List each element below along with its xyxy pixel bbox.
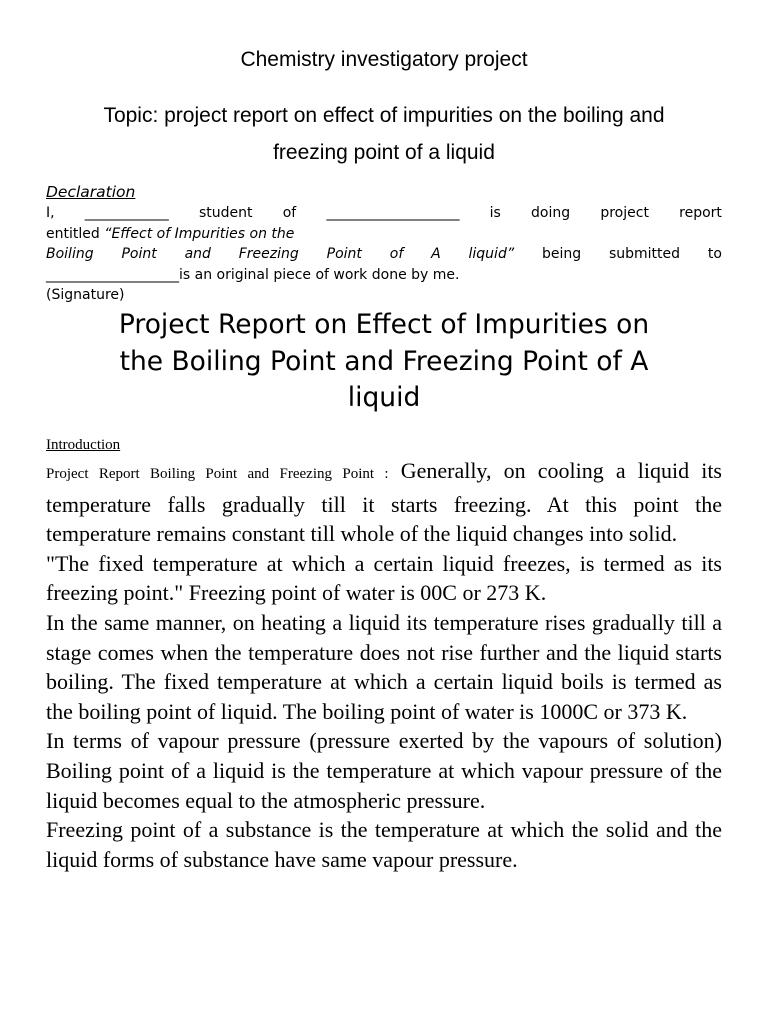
class-blank: ___________________: [326, 205, 460, 221]
declaration-word: being: [541, 246, 582, 262]
declaration-line-1: [46, 203, 722, 224]
report-heading: [30, 307, 738, 417]
declaration-word: student: [199, 205, 253, 221]
report-heading-line-1: Project Report on Effect of Impurities on: [118, 309, 650, 340]
declaration-word: submitted: [608, 246, 680, 262]
project-title-italic: “Effect of Impurities on the: [104, 225, 295, 242]
intro-paragraph-1-text: Generally, on cooling a liquid its temperature falls gradually till it starts freezing. At this point the temperature remains constant till whole of the liquid changes into solid.: [46, 458, 722, 547]
intro-paragraph-2: "The fixed temperature at which a certain liquid freezes, is termed as its freezing point." Freezing point of water is 00C or 273 K.: [46, 550, 722, 606]
project-title-word: Point: [326, 246, 362, 262]
intro-paragraph-4: In terms of vapour pressure (pressure exerted by the vapours of solution) Boiling point of a liquid is the temperature at which vapour pressure of the liquid becomes equal to the atmospheric pressure.: [46, 728, 722, 813]
project-title-word: and: [184, 246, 211, 262]
intro-paragraph-5: Freezing point of a substance is the temperature at which the solid and the liquid forms of substance have same vapour pressure.: [46, 817, 722, 872]
declaration-word: to: [707, 246, 722, 262]
intro-paragraph-1: [46, 456, 722, 549]
project-title-word: Freezing: [238, 246, 299, 262]
declaration-word: report: [679, 205, 722, 221]
introduction-section: [46, 434, 722, 874]
introduction-heading: Introduction: [46, 437, 121, 453]
report-heading-line-2: the Boiling Point and Freezing Point of A: [119, 345, 649, 377]
declaration-line-4: ___________________is an original piece of work done by me.: [46, 266, 460, 283]
intro-lead: Project Report Boiling Point and Freezing Point :: [46, 466, 389, 482]
student-name-blank: ____________: [84, 205, 169, 221]
project-title-word: Point: [121, 246, 157, 262]
project-title-word: liquid”: [468, 246, 515, 262]
declaration-line-2: [46, 224, 722, 245]
project-title-word: A: [431, 246, 441, 262]
declaration-word: of: [282, 205, 297, 221]
declaration-word: entitled: [46, 225, 105, 242]
project-title-word: Boiling: [46, 246, 94, 262]
project-title-word: of: [389, 246, 404, 262]
topic-line-2: freezing point of a liquid: [273, 141, 495, 164]
declaration-word: doing: [531, 205, 571, 221]
declaration-section: [46, 181, 722, 306]
document-title: Chemistry investigatory project: [240, 48, 528, 71]
declaration-line-3: [46, 244, 722, 265]
intro-paragraph-3: In the same manner, on heating a liquid its temperature rises gradually till a stage comes when the temperature does not rise further and the liquid starts boiling. The fixed temperature at which a certain liquid boils is termed as the boiling point of liquid. The boiling point of water is 1000C or 373 K.: [46, 609, 722, 724]
report-heading-line-3: liquid: [347, 382, 421, 413]
signature-label: (Signature): [46, 287, 125, 303]
declaration-word: project: [600, 205, 649, 221]
declaration-word: I,: [46, 205, 55, 221]
declaration-heading: Declaration: [46, 183, 136, 201]
topic-line-1: Topic: project report on effect of impurities on the boiling and: [103, 104, 665, 127]
document-topic: [40, 97, 728, 171]
declaration-word: is: [489, 205, 501, 221]
